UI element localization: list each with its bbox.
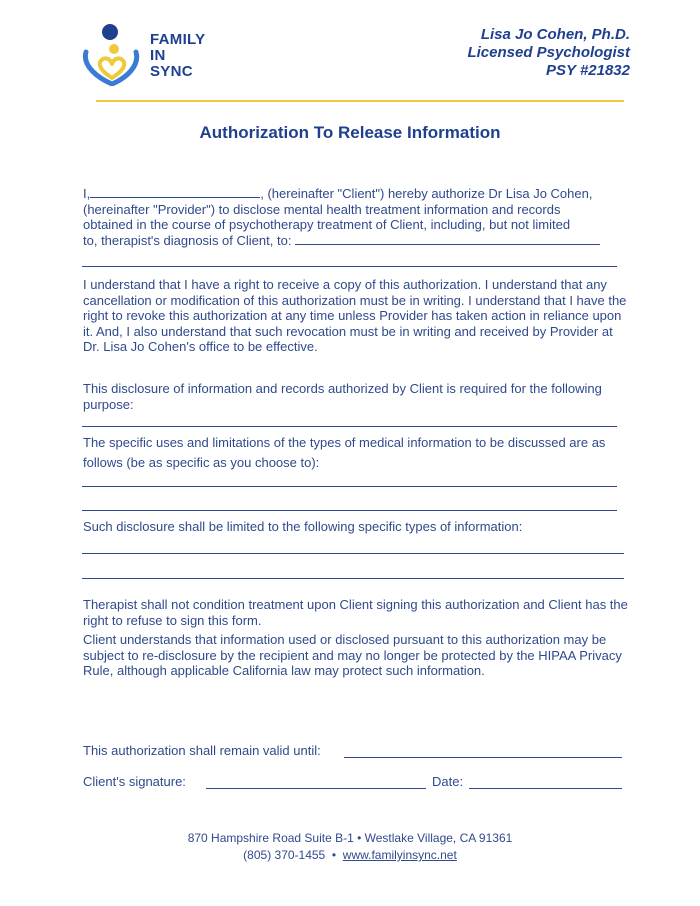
intro-line-3: obtained in the course of psychotherapy treatment of Client, including, but not limited [83, 217, 571, 232]
date-label: Date: [432, 774, 464, 789]
footer-website-link[interactable]: www.familyinsync.net [342, 848, 457, 862]
signature-field[interactable] [206, 788, 426, 789]
intro-prefix: I, [83, 186, 91, 201]
date-row [432, 774, 463, 789]
footer-separator: • [331, 848, 337, 862]
uses-paragraph: The specific uses and limitations of the types of medical information to be discussed are as follows (be as specific as you choose to): [83, 435, 606, 470]
valid-until-field[interactable] [344, 757, 622, 758]
intro-line-1: , (hereinafter "Client") hereby authorize Dr Lisa Jo Cohen, [260, 186, 593, 201]
footer-address: 870 Hampshire Road Suite B-1 • Westlake Village, CA 91361 [187, 831, 513, 845]
logo-wordmark [150, 32, 205, 80]
hipaa-paragraph: Client understands that information used or disclosed pursuant to this authorization may be subject to re-disclosure by the recipient and may no longer be protected by the HIPAA Privacy Rule, although applicable California law may protect such information. [83, 632, 622, 678]
family-in-sync-logo [80, 22, 230, 86]
provider-name: Lisa Jo Cohen, Ph.D. [480, 26, 630, 43]
valid-until-row [83, 743, 321, 758]
logo-line-2: IN [150, 47, 166, 64]
footer-contact [0, 847, 700, 863]
recipient-field-line-2[interactable] [82, 266, 617, 267]
types-paragraph: Such disclosure shall be limited to the following specific types of information: [83, 519, 523, 534]
uses-field-line-2[interactable] [82, 510, 617, 511]
provider-license: PSY #21832 [546, 62, 630, 79]
intro-paragraph [83, 186, 628, 248]
footer-phone: (805) 370-1455 [243, 848, 326, 862]
logo-line-3: SYNC [150, 63, 193, 80]
recipient-field[interactable] [295, 234, 600, 245]
logo-line-1: FAMILY [150, 31, 206, 48]
header-divider [96, 100, 624, 102]
uses-field-line-1[interactable] [82, 486, 617, 487]
date-field[interactable] [469, 788, 622, 789]
types-field-line-2[interactable] [82, 578, 624, 579]
page-title: Authorization To Release Information [199, 123, 501, 142]
intro-line-4: to, therapist's diagnosis of Client, to: [83, 232, 292, 248]
signature-row [83, 774, 186, 789]
client-name-field[interactable] [90, 187, 260, 198]
intro-line-2: (hereinafter "Provider") to disclose mental health treatment information and records [83, 201, 561, 217]
purpose-field[interactable] [82, 426, 617, 427]
provider-header [467, 26, 630, 80]
provider-title: Licensed Psychologist [467, 44, 630, 61]
logo-heart-icon [80, 22, 144, 86]
purpose-paragraph: This disclosure of information and records authorized by Client is required for the following purpose: [83, 381, 602, 412]
condition-paragraph: Therapist shall not condition treatment upon Client signing this authorization and Client has the right to refuse to sign this form. [83, 597, 628, 628]
signature-label: Client's signature: [83, 774, 186, 789]
rights-paragraph: I understand that I have a right to receive a copy of this authorization. I understand that any cancellation or modification of this authorization must be in writing. I understand that I have the right to revoke this authorization at any time unless Provider has taken action in reliance upon it. And, I also understand that such revocation must be in writing and received by Provider at Dr. Lisa Jo Cohen's office to be effective. [83, 277, 627, 354]
types-field-line-1[interactable] [82, 553, 624, 554]
valid-until-label: This authorization shall remain valid until: [83, 743, 321, 758]
